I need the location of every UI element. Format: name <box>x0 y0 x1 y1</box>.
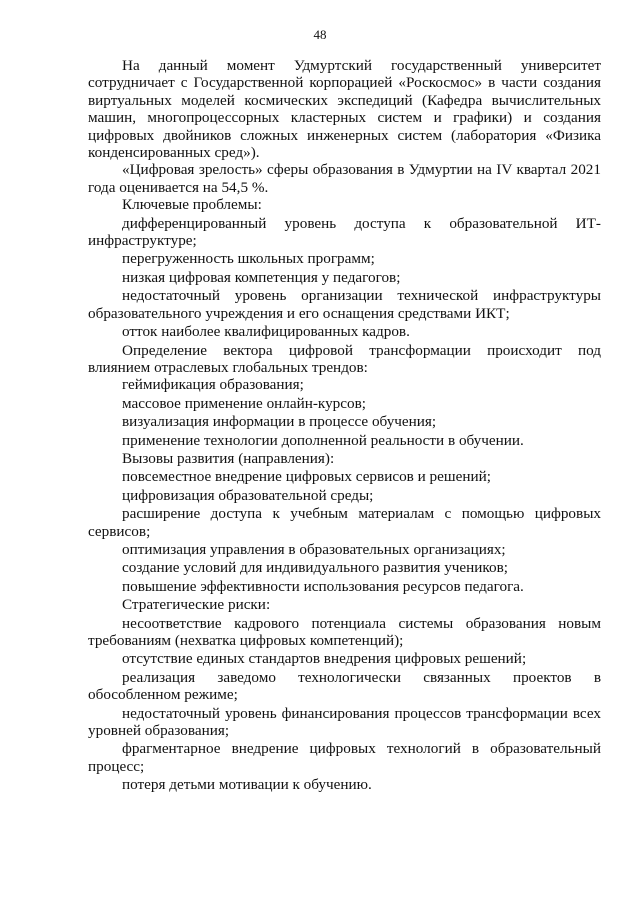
paragraph-intro: На данный момент Удмуртский государственный университет сотрудничает с Государственной корпорацией «Роскосмос» в части создания виртуальных моделей космических экспедиций (Кафедра вычислительных машин, многопроцессорных кластерных систем и графики) и создания цифровых двойников сложных инженерных систем (лаборатория «Физика конденсированных сред»). <box>88 57 601 162</box>
list-item: создание условий для индивидуального развития учеников; <box>122 559 509 577</box>
list-item: недостаточный уровень финансирования процессов трансформации всех уровней образования; <box>88 704 601 740</box>
list-item: цифровизация образовательной среды; <box>122 486 374 504</box>
list-item: применение технологии дополненной реальности в обучении. <box>122 431 524 449</box>
list-item: низкая цифровая компетенция у педагогов; <box>122 268 401 286</box>
list-item: визуализация информации в процессе обучения; <box>122 413 437 431</box>
list-item: дифференцированный уровень доступа к образовательной ИТ-инфраструктуре; <box>88 214 601 250</box>
list-item: фрагментарное внедрение цифровых технологий в образовательный процесс; <box>88 740 601 775</box>
heading-development-challenges: Вызовы развития (направления): <box>122 449 335 467</box>
list-item: повышение эффективности использования ресурсов педагога. <box>122 577 524 595</box>
body-text <box>88 57 601 795</box>
list-item: недостаточный уровень организации технической инфраструктуры образовательного учреждения и его оснащения средствами ИКТ; <box>88 287 601 322</box>
list-item: расширение доступа к учебным материалам с помощью цифровых сервисов; <box>88 505 601 540</box>
list-item: перегруженность школьных программ; <box>122 250 375 268</box>
heading-strategic-risks: Стратегические риски: <box>122 596 271 614</box>
list-item: реализация заведомо технологически связанных проектов в обособленном режиме; <box>88 668 601 704</box>
list-item: массовое применение онлайн-курсов; <box>122 394 367 412</box>
list-item: геймификация образования; <box>122 376 304 394</box>
list-item: повсеместное внедрение цифровых сервисов и решений; <box>122 468 491 486</box>
paragraph-digital-maturity: «Цифровая зрелость» сферы образования в Удмуртии на IV квартал 2021 года оценивается на 54,5 %. <box>88 161 601 196</box>
list-item: оптимизация управления в образовательных организациях; <box>122 540 506 558</box>
paragraph-transformation-vector: Определение вектора цифровой трансформации происходит под влиянием отраслевых глобальных трендов: <box>88 341 601 376</box>
list-item: несоответствие кадрового потенциала системы образования новым требованиям (нехватка цифровых компетенций); <box>88 614 601 649</box>
list-item: отсутствие единых стандартов внедрения цифровых решений; <box>122 650 527 668</box>
page-number: 48 <box>313 27 327 42</box>
list-item: потеря детьми мотивации к обучению. <box>122 776 372 794</box>
list-item: отток наиболее квалифицированных кадров. <box>122 323 410 341</box>
heading-key-problems: Ключевые проблемы: <box>122 196 262 214</box>
